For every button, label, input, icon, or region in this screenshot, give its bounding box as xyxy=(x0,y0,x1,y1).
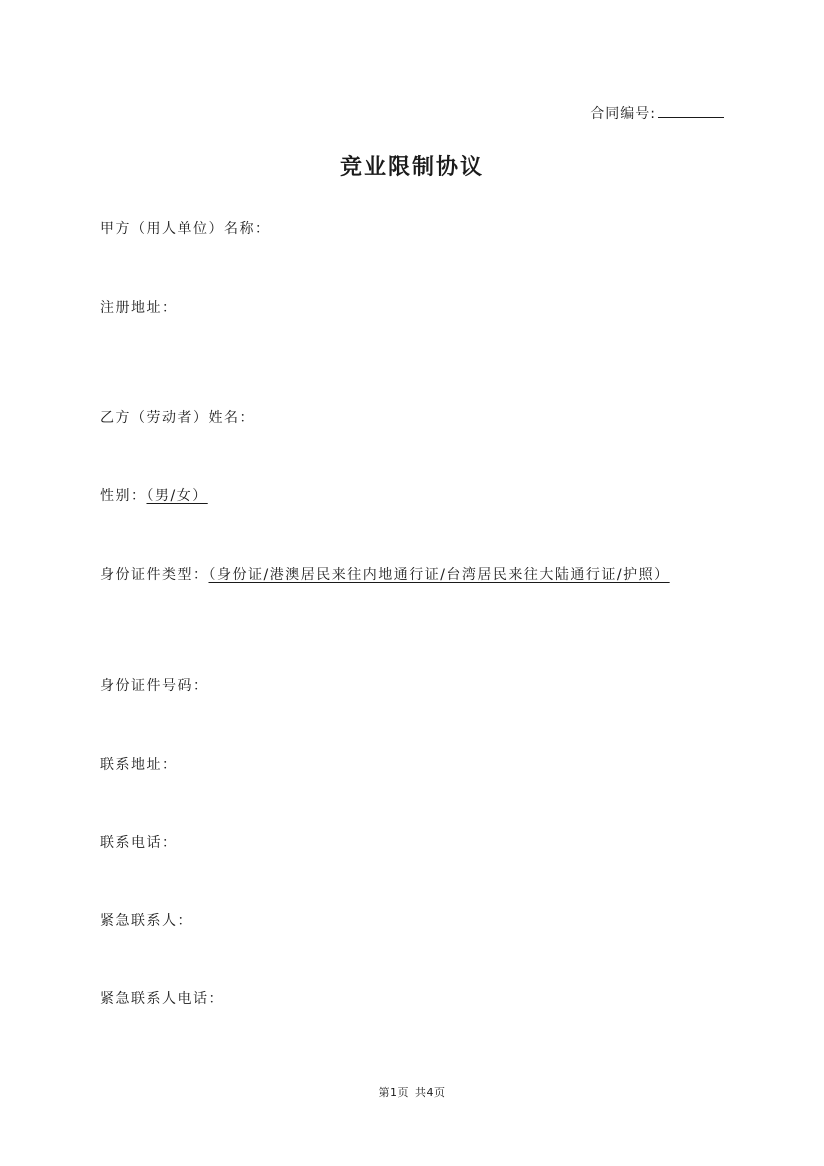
contact-phone-field: 联系电话： xyxy=(100,835,178,851)
contract-number-label: 合同编号: xyxy=(590,106,656,122)
emergency-contact-phone-field: 紧急联系人电话： xyxy=(100,991,224,1007)
party-a-name-field: 甲方（用人单位）名称： xyxy=(100,221,271,237)
contract-number-blank[interactable] xyxy=(658,103,724,118)
contract-number xyxy=(590,103,724,123)
page-total: 共4页 xyxy=(415,1086,446,1099)
gender-field xyxy=(100,482,720,510)
id-type-field xyxy=(100,561,720,589)
gender-options[interactable]: （男/女） xyxy=(146,488,208,504)
id-type-options[interactable]: （身份证/港澳居民来往内地通行证/台湾居民来往大陆通行证/护照） xyxy=(208,567,670,583)
contact-address-field: 联系地址： xyxy=(100,757,178,773)
document-title: 竞业限制协议 xyxy=(339,154,484,180)
id-type-label: 身份证件类型： xyxy=(100,567,209,583)
id-number-field: 身份证件号码： xyxy=(100,678,209,694)
registered-address-field: 注册地址： xyxy=(100,300,178,316)
page-footer xyxy=(0,1084,824,1100)
gender-label: 性别： xyxy=(100,488,147,504)
page-current: 第1页 xyxy=(378,1086,409,1099)
party-b-name-field: 乙方（劳动者）姓名： xyxy=(100,410,255,426)
emergency-contact-field: 紧急联系人： xyxy=(100,913,193,929)
